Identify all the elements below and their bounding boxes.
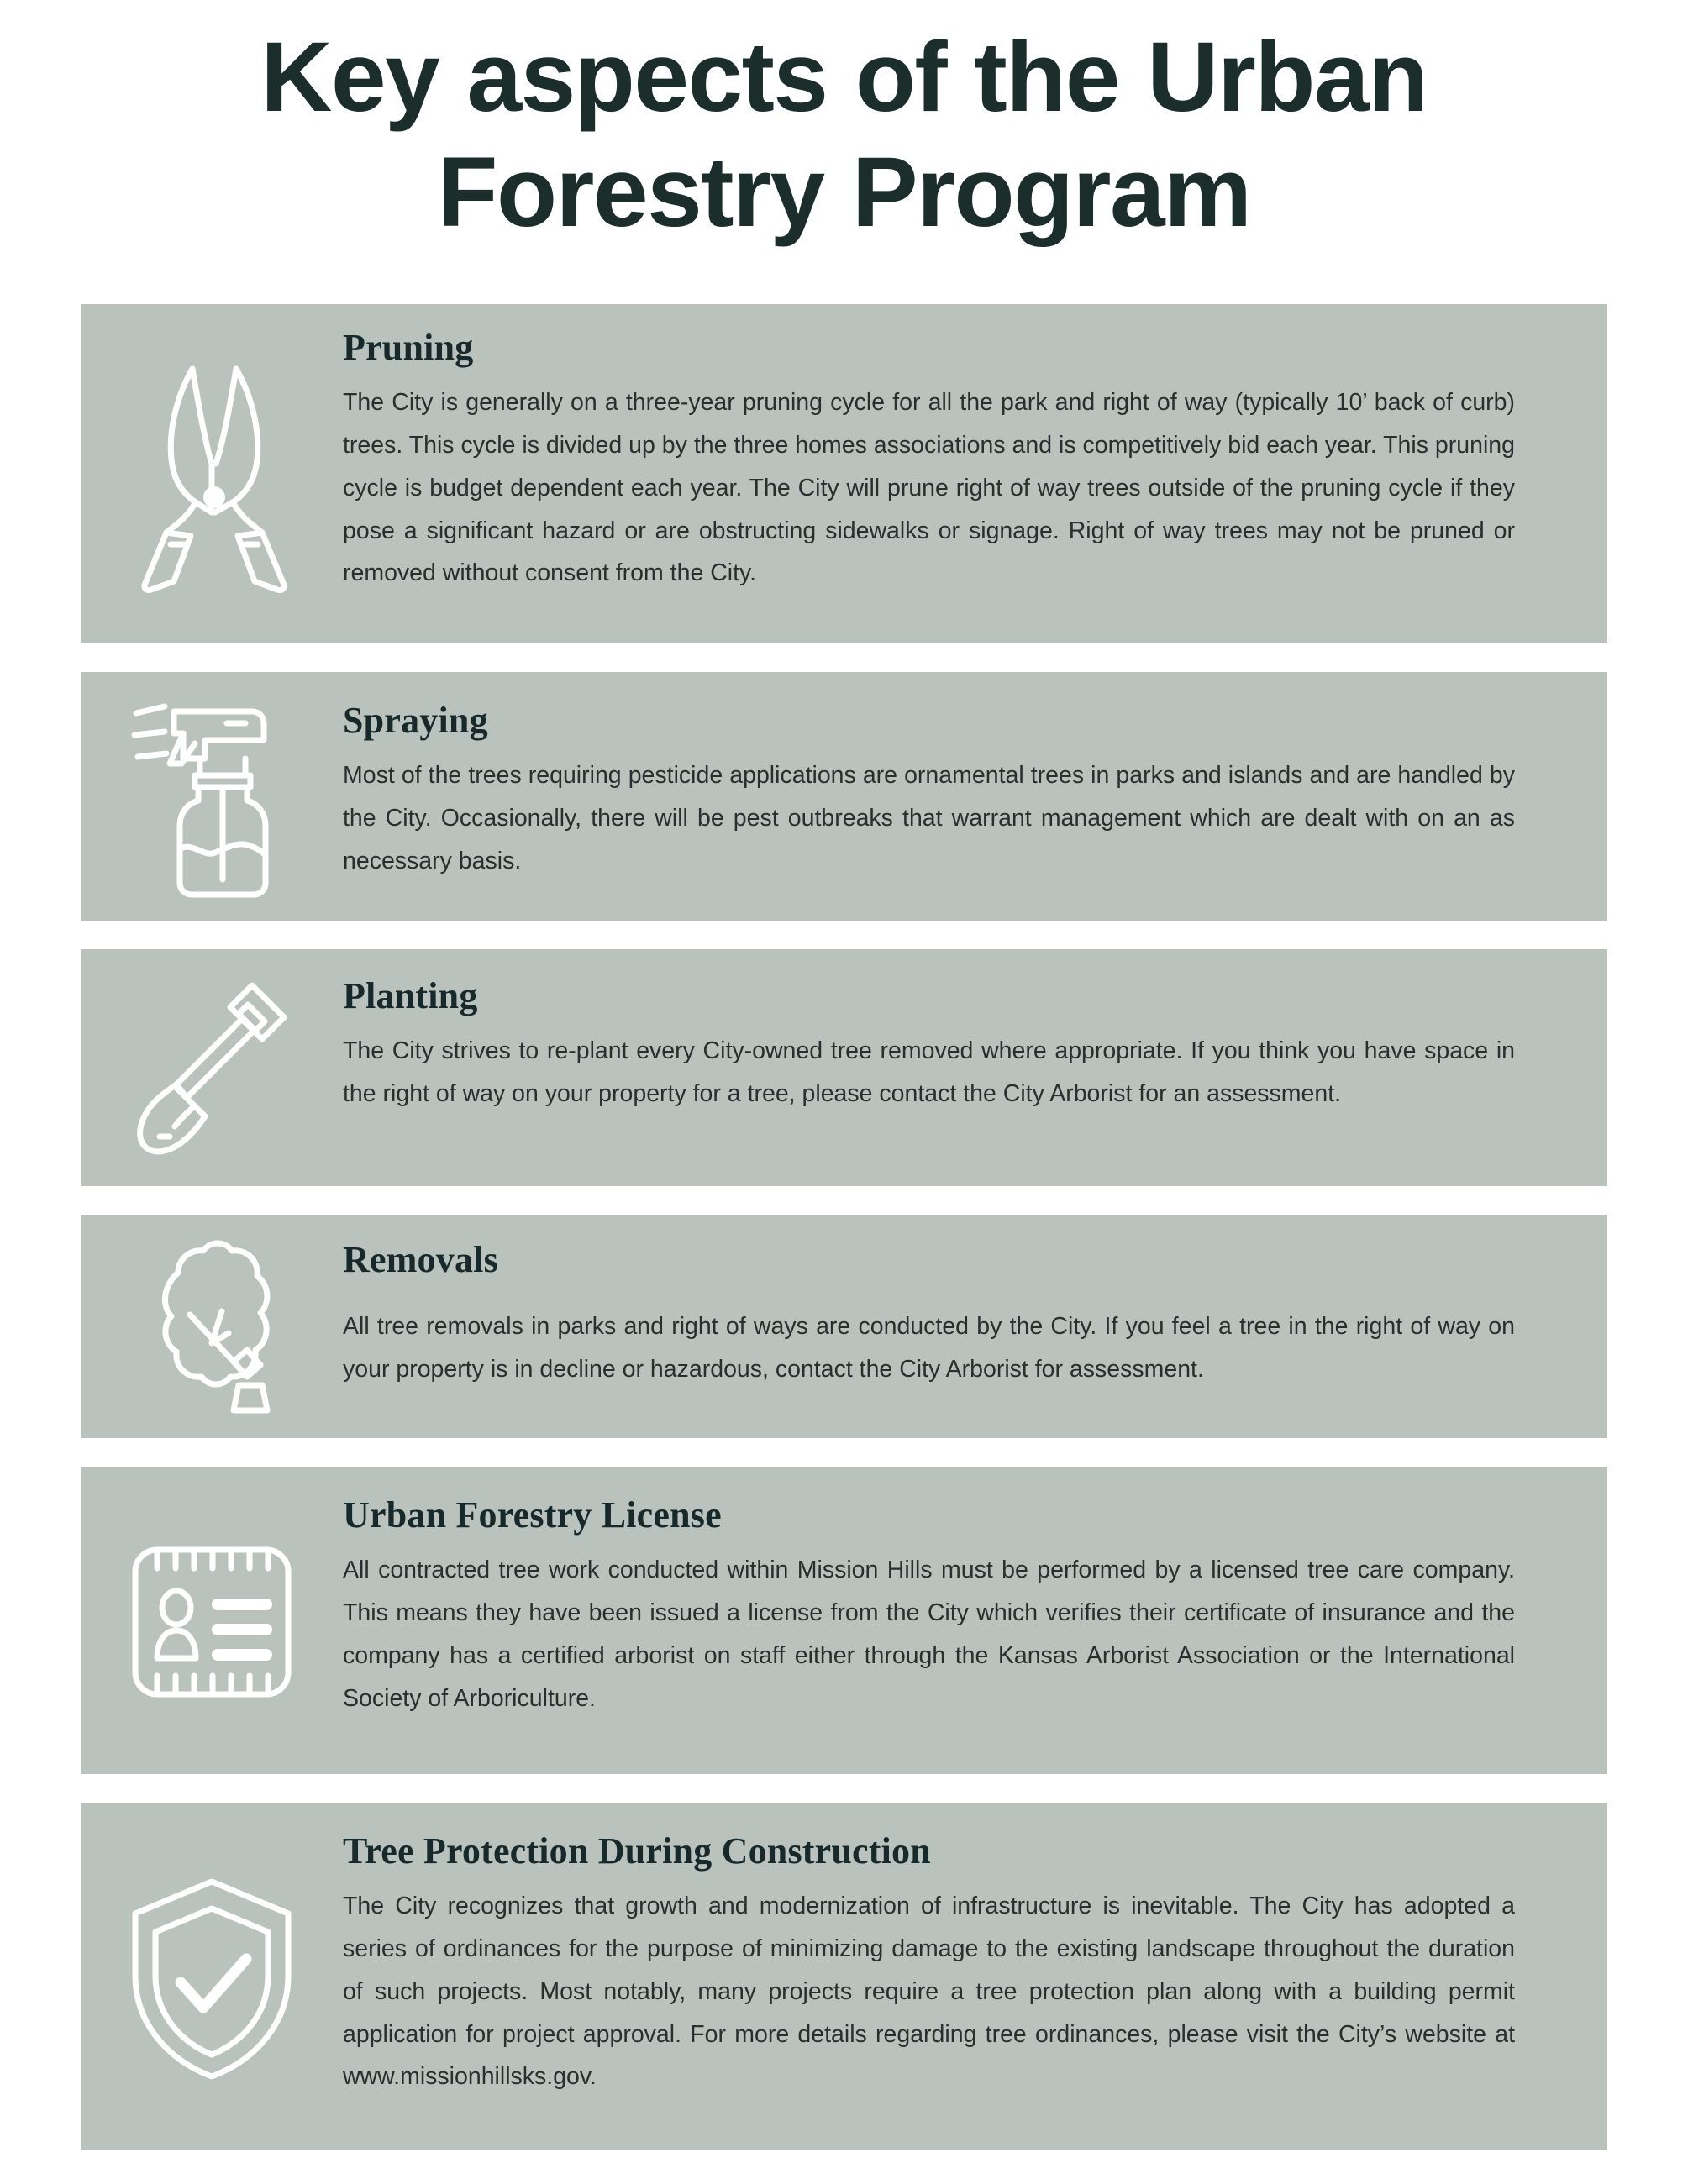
- section-panel-removals: [81, 1215, 1607, 1438]
- section-text: The City recognizes that growth and modernization of infrastructure is inevitable. The City has adopted a series of ordinances for the purpose of minimizing damage to the existing landscape throughout the duration of such projects. Most notably, many projects require a tree protection plan along with a building permit application for project approval. For more details regarding tree ordinances, please visit the City’s website at www.missionhillsks.gov.: [343, 1893, 1515, 2091]
- tree-removal-axe-icon: [128, 1236, 296, 1420]
- section-body: [343, 1467, 1607, 1745]
- section-icon-container: [81, 1215, 343, 1438]
- section-heading: Removals: [343, 1239, 498, 1280]
- section-icon-container: [81, 1803, 343, 2150]
- page-title-line-1: Key aspects of the Urban: [260, 22, 1428, 133]
- section-body: [343, 304, 1607, 620]
- pruning-shears-icon: [132, 358, 292, 593]
- sections-list: [81, 304, 1607, 2150]
- section-heading: Spraying: [343, 700, 488, 741]
- section-icon-container: [81, 672, 343, 921]
- shield-check-icon: [124, 1873, 300, 2083]
- shovel-icon: [128, 977, 296, 1162]
- section-heading: Pruning: [343, 327, 474, 368]
- section-icon-container: [81, 1467, 343, 1774]
- section-heading: Urban Forestry License: [343, 1494, 722, 1536]
- spray-bottle-icon: [128, 693, 296, 903]
- page-title-block: [0, 20, 1688, 250]
- section-body: [343, 1215, 1607, 1416]
- section-panel-tree-protection-during-construction: [81, 1803, 1607, 2150]
- section-text: The City is generally on a three-year pruning cycle for all the park and right of way (typically 10’ back of curb) trees. This cycle is divided up by the three homes associations and is competitively bid each year. This pruning cycle is budget dependent each year. The City will prune right of way trees outside of the pruning cycle if they pose a significant hazard or are obstructing sidewalks or signage. Right of way trees may not be pruned or removed without consent from the City.: [343, 389, 1515, 587]
- section-icon-container: [81, 304, 343, 643]
- section-panel-urban-forestry-license: [81, 1467, 1607, 1774]
- section-body: [343, 949, 1607, 1141]
- section-heading: Planting: [343, 975, 478, 1016]
- section-text: All contracted tree work conducted within Mission Hills must be performed by a licensed tree care company. This means they have been issued a license from the City which verifies their certificate of insurance and the company has a certified arborist on staff either through the Kansas Arborist Association or the International Society of Arboriculture.: [343, 1557, 1515, 1712]
- section-text: The City strives to re-plant every City-owned tree removed where appropriate. If you think you have space in the right of way on your property for a tree, please contact the City Arborist for an assessment.: [343, 1037, 1515, 1108]
- section-text: Most of the trees requiring pesticide applications are ornamental trees in parks and islands and are handled by the City. Occasionally, there will be pest outbreaks that warrant management which are dealt with on an as necessary basis.: [343, 762, 1515, 874]
- page-title: [189, 20, 1500, 250]
- section-heading: Tree Protection During Construction: [343, 1830, 931, 1872]
- page-title-line-2: Forestry Program: [437, 136, 1251, 248]
- license-card-icon: [124, 1538, 300, 1706]
- section-body: [343, 672, 1607, 908]
- section-panel-planting: [81, 949, 1607, 1186]
- section-panel-spraying: [81, 672, 1607, 921]
- section-panel-pruning: [81, 304, 1607, 643]
- section-text: All tree removals in parks and right of ways are conducted by the City. If you feel a tree in the right of way on your property is in decline or hazardous, contact the City Arborist for assessment.: [343, 1313, 1515, 1383]
- section-body: [343, 1803, 1607, 2124]
- section-icon-container: [81, 949, 343, 1186]
